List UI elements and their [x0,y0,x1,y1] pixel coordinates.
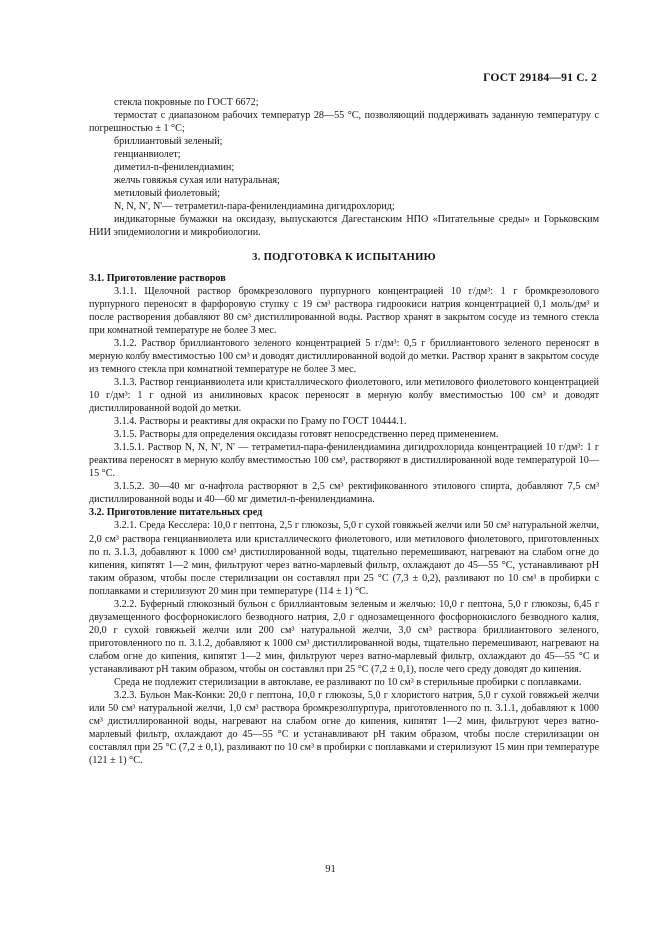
material-item: диметил-n-фенилендиамин; [114,162,235,174]
paragraph-3-2-3: 3.2.3. Бульон Мак-Конки: 20,0 г пептона, 10,0 г глюкозы, 5,0 г хлористого натрия, 5,0 г сухой говяжьей желчи или 50 см³ натуральной желчи, 1,0 см³ раствора бромкрезолпурпура, приготовленного по п. 3.1.1, добавляют к 1000 см³ дистиллированной воды, нагревают на слабом огне до кипения, кипятят 1—2 мин, фильтруют через ватно-марлевый фильтр, охлаждают до 45—55 °С и устанавливают рН таким образом, чтобы после стерилизации он составлял при 25 °С (7,2 ± 0,1), разливают по 10 см³ в пробирки с поплавками и стерилизуют 15 мин при температуре (121 ± 1) °С. [89,690,599,767]
paragraph-3-1-5: 3.1.5. Растворы для определения оксидазы готовят непосредственно перед применением. [114,429,499,441]
material-item: индикаторные бумажки на оксидазу, выпускаются Дагестанским НПО «Питательные среды» и Горьковским НИИ эпидемиологии и микробиологии. [89,214,599,239]
material-item: метиловый фиолетовый; [114,188,221,200]
paragraph-3-2-2-note: Среда не подлежит стерилизации в автоклаве, ее разливают по 10 см³ в стерильные пробирки с поплавками. [114,677,582,689]
paragraph-3-1-3: 3.1.3. Раствор генцианвиолета или кристаллического фиолетового, или метилового фиолетового концентрацией 10 г/дм³: 1 г одной из анилиновых красок переносят в мерную колбу вместимостью 100 см³ и доводят дистиллированной водой до метки. [89,376,599,415]
paragraph-3-1-5-1: 3.1.5.1. Раствор N, N, N', N' — тетраметил-пара-фенилендиамина дигидрохлорида концентрацией 10 г/дм³: 1 г реактива переносят в мерную колбу вместимостью 100 см³, растворяют в дистиллированной воде температурой 10—15 °С. [89,442,599,480]
page-number: 91 [325,864,336,875]
paragraph-3-1-2: 3.1.2. Раствор бриллиантового зеленого концентрацией 5 г/дм³: 0,5 г бриллиантового зеленого переносят в мерную колбу вместимостью 100 см³ и доводят дистиллированной водой до метки. Раствор хранят в закрытом сосуде из темного стекла при комнатной температуре не более 3 мес. [89,337,599,375]
paragraph-3-2-1: 3.2.1. Среда Кесслера: 10,0 г пептона, 2,5 г глюкозы, 5,0 г сухой говяжьей желчи или 50 см³ натуральной желчи, 2,0 см³ раствора генцианвиолета или кристаллического фиолетового, или метилового фиолетового, приготовленных по п. 3.1.3, добавляют к 1000 см³ дистиллированной воды, тщательно перемешивают, нагревают на слабом огне до кипения, кипятят 1—2 мин, фильтруют через ватно-марлевый фильтр, охлаждают до 45—55 °С, устанавливают рН таким образом, чтобы после стерилизации он составлял при 25 °С (7,3 ± 0,2), разливают по 10 см³ в пробирки с поплавками и стерилизуют 20 мин при температуре (114 ± 1) °С. [89,520,599,597]
subsection-heading-3-1: 3.1. Приготовление растворов [89,272,226,284]
material-item: бриллиантовый зеленый; [114,136,223,148]
page-header: ГОСТ 29184—91 С. 2 [483,71,597,84]
paragraph-3-1-5-2: 3.1.5.2. 30—40 мг α-нафтола растворяют в 2,5 см³ ректификованного этилового спирта, добавляют 7,5 см³ дистиллированной воды и 40—60 мг диметил-n-фенилендиамина. [89,481,599,506]
material-item: термостат с диапазоном рабочих температур 28—55 °С, позволяющий поддерживать заданную температуру с погрешностью ± 1 °С; [89,110,599,135]
material-item: генцианвиолет; [114,149,181,161]
subsection-heading-3-2: 3.2. Приготовление питательных сред [89,507,263,519]
material-item: стекла покровные по ГОСТ 6672; [114,97,259,108]
paragraph-3-1-4: 3.1.4. Растворы и реактивы для окраски по Граму по ГОСТ 10444.1. [114,416,407,428]
paragraph-3-2-2: 3.2.2. Буферный глюкозный бульон с бриллиантовым зеленым и желчью: 10,0 г пептона, 5,0 г глюкозы, 6,45 г двузамещенного фосфорнокислого безводного натрия, 2,0 г однозамещенного фосфорнокислого безводного калия, 20,0 г сухой говяжьей желчи или 200 см³ натуральной желчи, 3,0 см³ раствора бриллиантового зеленого, приготовленного по п. 3.1.2, добавляют к 1000 см³ дистиллированной воды, тщательно перемешивают, нагревают на слабом огне до кипения, кипятят 1—2 мин, фильтруют через ватно-марлевый фильтр, охлаждают до 45—55 °С и устанавливают рН таким образом, чтобы он составлял при 25 °С (7,2 ± 0,1), после чего среду доводят до кипения. [89,598,599,675]
material-item: желчь говяжья сухая или натуральная; [114,175,280,187]
document-body [89,96,599,767]
paragraph-3-1-1: 3.1.1. Щелочной раствор бромкрезолового пурпурного концентрацией 10 г/дм³: 1 г бромкрезолового пурпурного переносят в фарфоровую ступку с 19 см³ раствора гидроокиси натрия концентрацией 0,1 моль/дм³ и после растворения добавляют 80 см³ дистиллированной воды. Раствор хранят в закрытом сосуде из темного стекла при комнатной температуре не более 3 мес. [89,285,599,336]
material-item: N, N, N', N'— тетраметил-пара-фенилендиамина дигидрохлорид; [114,201,395,213]
section-title: 3. ПОДГОТОВКА К ИСПЫТАНИЮ [252,251,436,263]
